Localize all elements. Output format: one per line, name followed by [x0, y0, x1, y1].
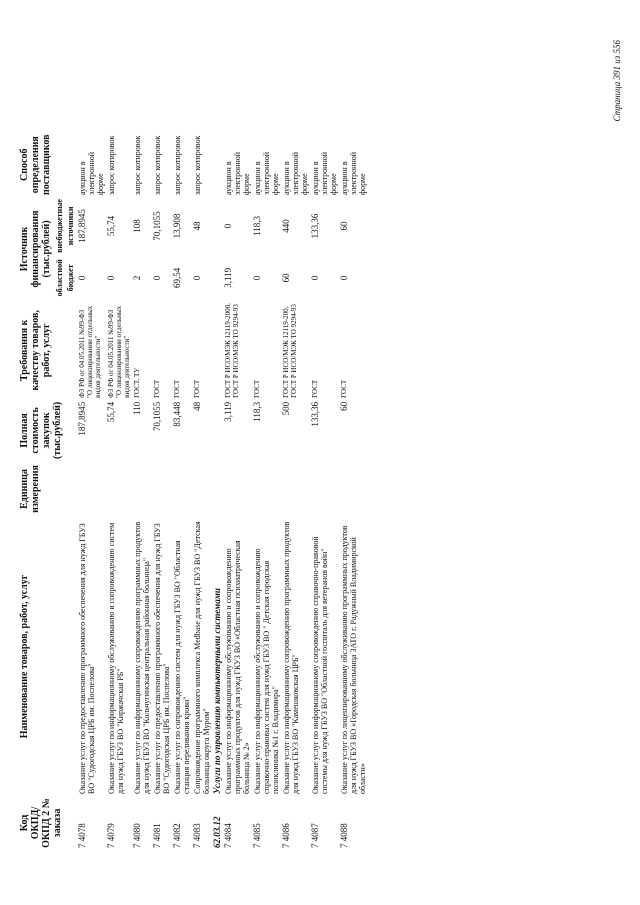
header-source-regional: областной бюджет: [55, 259, 75, 297]
cell-name: Оказание услуг по информационному сопровождению справочно-правовой системы для нужд ГБУЗ ВО "Областной госпиталь для ветеранов войн": [311, 536, 329, 794]
cell-unit: [77, 461, 106, 517]
cell-code: 7 4085: [252, 823, 262, 848]
cell-source-regional: 0: [310, 275, 320, 281]
cell-name: Оказание услуг по информационному обслуживанию и сопровождению справочно-правовых систем для нужд ГБУЗ ВО " Детская городская поликлиника №1 г. Владимира": [253, 548, 280, 794]
cell-unit: [106, 461, 132, 517]
cell-source-offbudget: 60: [339, 221, 349, 231]
cell-unit: [152, 461, 172, 517]
cell-method: аукцион в электронной форме: [253, 151, 280, 196]
cell-cost: 3,119: [223, 401, 233, 422]
cell-source-regional: 0: [77, 275, 87, 281]
cell-source-offbudget: 0: [223, 223, 233, 229]
cell-cost: 133,36: [310, 401, 320, 427]
cell-source-offbudget: 13,908: [172, 213, 182, 239]
cell-cost: 187,8945: [77, 401, 87, 436]
cell-source-offbudget: 48: [192, 221, 202, 231]
table-header-row: [18, 132, 53, 850]
cell-name: Оказание услуг по предоставлению программного обеспечения для нужд ГБУЗ ВО "Судогодская ЦРБ им. Поспелова": [153, 523, 171, 794]
cell-method: запрос котировок: [193, 135, 202, 196]
table-row: [310, 132, 339, 850]
cell-source-offbudget: 70,1055: [152, 211, 162, 241]
cell-cost: 60: [339, 401, 349, 411]
cell-code: 7 4084: [223, 823, 233, 848]
cell-source-offbudget: 108: [132, 219, 142, 233]
table-row: [77, 132, 106, 850]
cell-unit: [192, 461, 212, 517]
cell-code: 7 4080: [132, 823, 142, 848]
cell-cost: 118,3: [252, 401, 262, 422]
cell-name: Оказание услуг по информационному обслуживанию и сопровождению программных продуктов для нужд ГКУЗ ВО «Областная психиатрическая больница № 2»: [224, 540, 251, 794]
header-requirements: Требования к качеству товаров, работ, услуг: [19, 310, 52, 391]
header-method: Способ определения поставщиков: [19, 134, 52, 196]
cell-code: 7 4078: [77, 823, 87, 848]
cell-code: 7 4081: [152, 823, 162, 848]
header-name: Наименование товаров, работ, услуг: [19, 574, 30, 739]
cell-source-offbudget: 187,8945: [77, 209, 87, 243]
cell-requirements: ГОСТ: [173, 379, 181, 398]
cell-requirements: ГОСТ, ТУ: [133, 367, 141, 398]
table-row: [152, 132, 172, 850]
cell-method: запрос котировок: [107, 135, 116, 196]
header-source: Источник финансирования (тыс.рублей): [19, 210, 52, 288]
table-row: [132, 132, 152, 850]
cell-requirements: ФЗ РФ от 04.05.2011 №99-ФЗ "О лицензировании отдельных видов деятельности": [78, 305, 102, 398]
cell-requirements: ГОСТ Р ИСО/МЭК 12119-2000, ГОСТ Р ИСО/МЭК ТО 9294-93: [224, 303, 240, 398]
cell-requirements: ГОСТ: [340, 379, 348, 398]
header-unit: Единица измерения: [19, 465, 41, 513]
table-row: [252, 132, 281, 850]
cell-cost: 500: [281, 401, 291, 416]
cell-name: Оказание услуг по сопровождению систем для нужд ГБУЗ ВО "Областная станция переливания крови": [173, 540, 191, 794]
cell-requirements: ГОСТ Р ИСО/МЭК 12119-200, ГОСТ Р ИСО/МЭК ТО 9294-93: [282, 304, 298, 398]
cell-method: аукцион в электронной форме: [340, 151, 367, 196]
cell-source-regional: 3,119: [223, 267, 233, 288]
cell-unit: [172, 461, 192, 517]
cell-source-regional: 2: [132, 275, 142, 281]
cell-name: Оказание услуг по информационному сопровождению программных продуктов для нужд ГБУЗ ВО "Кольчугинская центральная районная больница": [133, 521, 151, 794]
cell-source-regional: 0: [106, 275, 116, 281]
cell-source-offbudget: 55,74: [106, 215, 116, 237]
section-row: [212, 132, 223, 850]
table-row: [223, 132, 252, 850]
table-row: [172, 132, 192, 850]
cell-method: запрос котировок: [153, 135, 162, 196]
cell-cost: 70,1055: [152, 401, 162, 432]
cell-requirements: ГОСТ: [153, 379, 161, 398]
cell-method: запрос котировок: [173, 135, 182, 196]
cell-method: аукцион в электронной форме: [282, 151, 309, 196]
header-cost: Полная стоимость закупок (тыс.рублей): [19, 401, 63, 459]
cell-source-regional: 69,54: [172, 267, 182, 288]
cell-name: Сопровождение программного комплекса Medbase для нужд ГБУЗ ВО "Детская больница округа Муром": [193, 521, 211, 794]
cell-code: 7 4082: [172, 823, 182, 848]
cell-cost: 55,74: [106, 401, 116, 423]
cell-source-offbudget: 118,3: [252, 215, 262, 236]
page-number: Страница 391 из 556: [612, 40, 622, 122]
section-code: 62.03.12: [212, 816, 222, 848]
cell-source-regional: 0: [152, 275, 162, 281]
cell-code: 7 4087: [310, 823, 320, 848]
cell-unit: [252, 461, 281, 517]
cell-code: 7 4083: [192, 823, 202, 848]
cell-requirements: ГОСТ: [193, 379, 201, 398]
cell-requirements: ГОСТ: [311, 379, 319, 398]
cell-method: аукцион в электронной форме: [224, 151, 251, 196]
procurement-table: [18, 132, 368, 850]
cell-requirements: ФЗ РФ от 04.05.2011 №99-ФЗ "О лицензировании отдельных видов деятельности": [107, 305, 131, 398]
table-row: [106, 132, 132, 850]
cell-cost: 110: [132, 401, 142, 415]
table-row: [192, 132, 212, 850]
cell-source-regional: 0: [339, 275, 349, 281]
cell-code: 7 4086: [281, 823, 291, 848]
cell-unit: [223, 461, 252, 517]
cell-name: Оказание услуг по информационному обслуживанию и сопровождению систем для нужд ГБУЗ ВО "Киржачская РБ": [107, 522, 125, 794]
cell-source-offbudget: 133,36: [310, 213, 320, 239]
cell-unit: [339, 461, 368, 517]
header-source-offbudget: внебюджетные источники: [55, 199, 75, 253]
cell-name: Оказание услуг по предоставлению программного обеспечения для нужд ГБУЗ ВО "Судогодская ЦРБ им. Поспелова": [78, 523, 96, 794]
cell-code: 7 4079: [106, 823, 116, 848]
cell-method: аукцион в электронной форме: [78, 151, 105, 196]
cell-name: Оказание услуг по лицензированному обслуживанию программных продуктов для нужд ГБУЗ ВО «Городская больница ЗАТО г. Радужный Владимирской области»: [340, 525, 367, 794]
cell-code: 7 4088: [339, 823, 349, 848]
cell-source-regional: 60: [281, 273, 291, 283]
section-title: Услуги по управлению компьютерными системами: [212, 588, 222, 794]
cell-unit: [132, 461, 152, 517]
table-row: [281, 132, 310, 850]
cell-source-regional: 0: [252, 275, 262, 281]
header-code: Код ОКПД/ ОКПД 2 № заказа: [19, 798, 63, 848]
cell-unit: [281, 461, 310, 517]
table-body: [77, 132, 368, 850]
cell-method: запрос котировок: [133, 135, 142, 196]
cell-source-offbudget: 440: [281, 219, 291, 233]
cell-cost: 83,448: [172, 401, 182, 427]
cell-cost: 48: [192, 401, 202, 411]
cell-name: Оказание услуг по информационному сопровождению программных продуктов для нужд ГБУЗ ВО "Камешковская ЦРБ": [282, 521, 300, 794]
cell-source-regional: 0: [192, 275, 202, 281]
cell-method: аукцион в электронной форме: [311, 151, 338, 196]
cell-unit: [310, 461, 339, 517]
table-row: [339, 132, 368, 850]
cell-requirements: ГОСТ: [253, 379, 261, 398]
